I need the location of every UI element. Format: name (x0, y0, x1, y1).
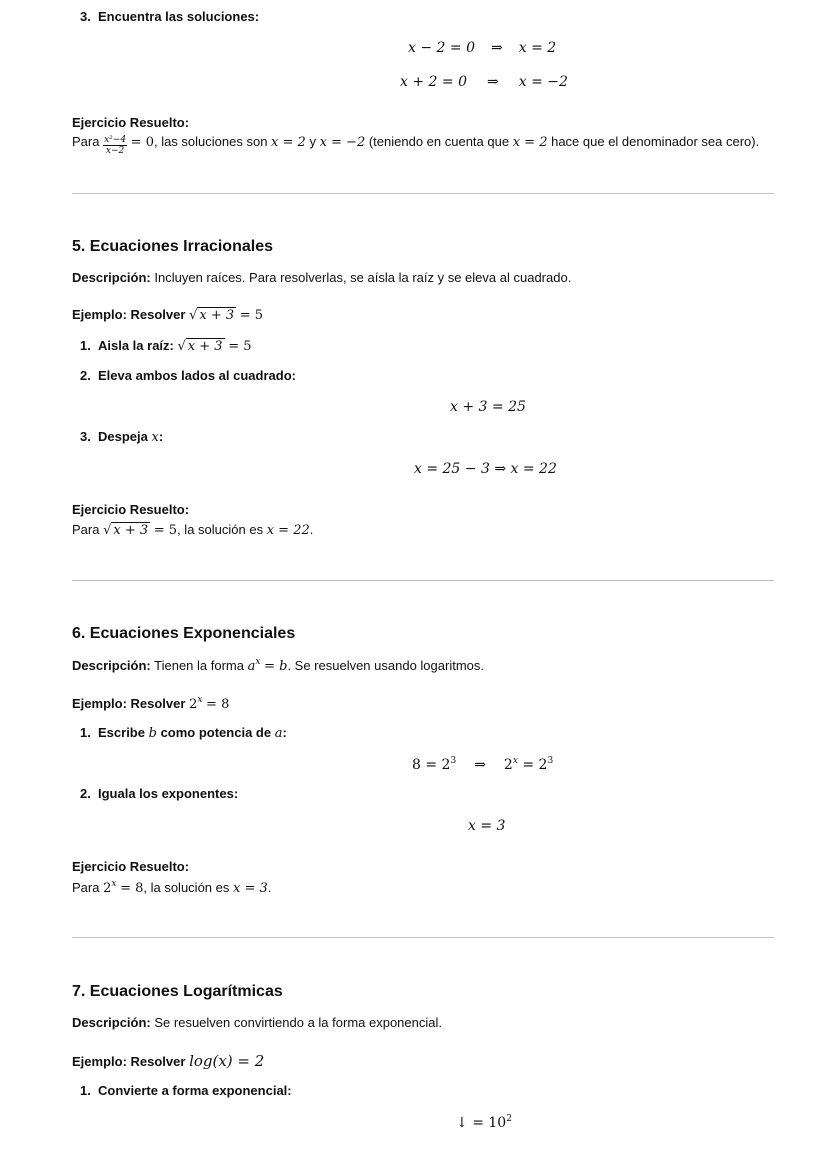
example-7: Ejemplo: Resolver log(x) = 2 (72, 1052, 265, 1070)
divider (72, 580, 774, 581)
description-7: Descripción: Se resuelven convirtiendo a la forma exponencial. (72, 1015, 442, 1030)
resolved-text-5: Para √ x + 3 = 5, la solución es x = 22. (72, 522, 314, 538)
equation-x-eq-3: x = 3 (468, 818, 506, 834)
fraction: $\frac{\text{x²−4}}{x-2}$ (104, 135, 127, 156)
equation-10-squared: ↓ = $10^2$ (456, 1114, 512, 1131)
down-arrow-icon: ↓ (456, 1115, 468, 1131)
resolved-label-5: Ejercicio Resuelto: (72, 502, 190, 517)
equation-8-eq-2-cubed: $8 = 2^3$ ⇒ $2^x = 2^3$ (412, 756, 554, 773)
sqrt: √ x + 3 (189, 308, 235, 323)
step-1-escribe: 1. Escribe b como potencia de a: (80, 725, 287, 741)
divider (72, 937, 774, 938)
equation-x-plus-3-eq-25: x + 3 = 25 (450, 399, 526, 415)
sqrt: √ x + 3 (177, 339, 223, 354)
step-1-convierte: 1. Convierte a forma exponencial: (80, 1083, 292, 1098)
step-3-despeja: 3. Despeja x: (80, 429, 164, 445)
step-2-eleva: 2. Eleva ambos lados al cuadrado: (80, 368, 296, 383)
section-title-irracionales: 5. Ecuaciones Irracionales (72, 238, 273, 255)
equation-x-eq-22: x = 25 − 3 ⇒ x = 22 (414, 461, 557, 477)
section-title-logaritmicas: 7. Ecuaciones Logarítmicas (72, 983, 283, 1000)
resolved-label-6: Ejercicio Resuelto: (72, 859, 190, 874)
resolved-text-4: Para $\frac{\text{x²−4}}{x-2}$ = 0, las soluciones son x = 2 y x = −2 (teniendo en cuenta que x = 2 hace que el denominador sea cero). (72, 134, 760, 156)
sqrt: √ x + 3 (103, 523, 149, 538)
example-5: Ejemplo: Resolver √ x + 3 = 5 (72, 307, 264, 323)
description-5: Descripción: Incluyen raíces. Para resolverlas, se aísla la raíz y se eleva al cuadrado. (72, 270, 572, 285)
equation-x-minus-2: x − 2 = 0 ⇒ x = 2 (408, 40, 557, 56)
equation-x-plus-2: x + 2 = 0 ⇒ x = −2 (400, 74, 568, 90)
section-title-exponenciales: 6. Ecuaciones Exponenciales (72, 625, 296, 642)
resolved-text-6: Para 2$^x$ = 8, la solución es x = 3. (72, 879, 272, 896)
resolved-label-4: Ejercicio Resuelto: (72, 115, 190, 130)
step-3-solutions: 3. Encuentra las soluciones: (80, 9, 260, 24)
description-6: Descripción: Tienen la forma $a^x = b$. Se resuelven usando logaritmos. (72, 657, 484, 674)
divider (72, 193, 774, 194)
step-2-iguala: 2. Iguala los exponentes: (80, 786, 239, 801)
step-1-aisla: 1. Aisla la raíz: √ x + 3 = 5 (80, 338, 252, 354)
example-6: Ejemplo: Resolver 2$^x$ = 8 (72, 695, 230, 712)
